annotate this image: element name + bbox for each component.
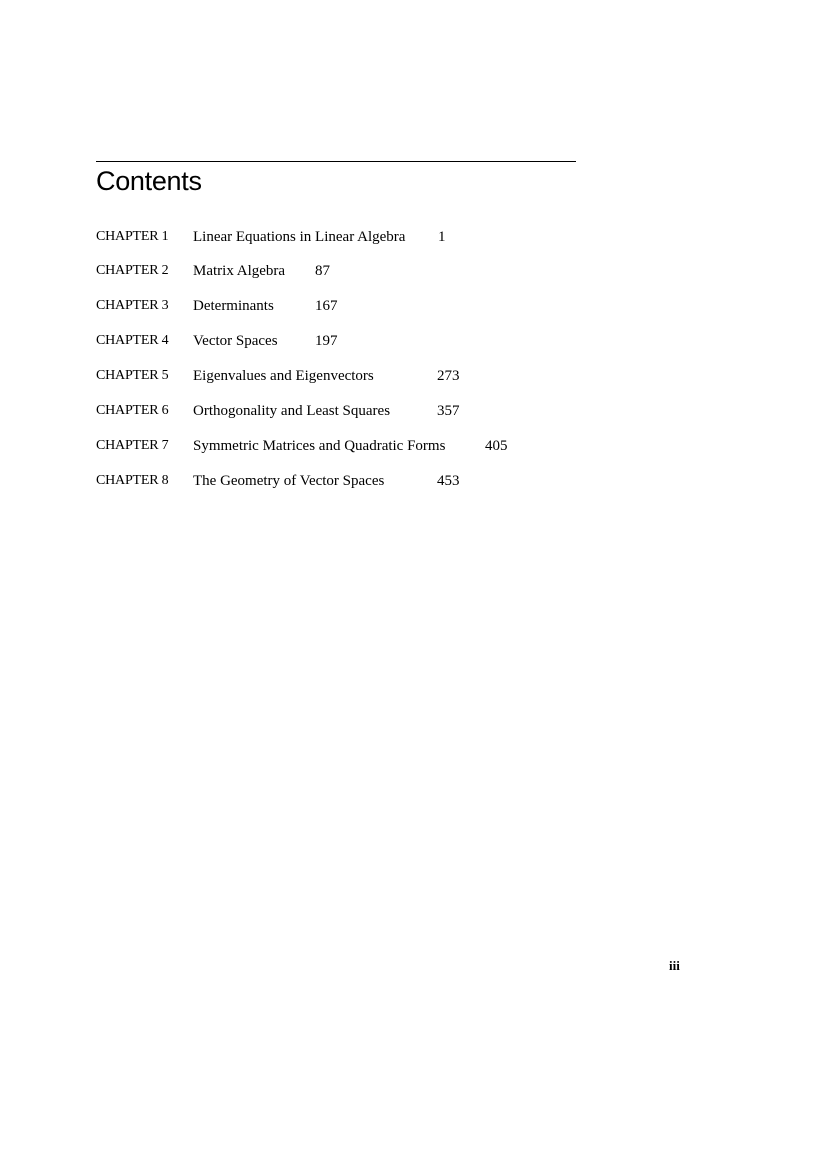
chapter-page-number: 357 (437, 403, 460, 419)
chapter-title: Vector Spaces (193, 333, 278, 349)
page-title: Contents (96, 166, 202, 196)
heading-rule (96, 161, 576, 162)
chapter-label: CHAPTER 8 (96, 473, 169, 488)
chapter-page-number: 167 (315, 298, 338, 314)
chapter-label: CHAPTER 3 (96, 298, 169, 313)
chapter-title: Symmetric Matrices and Quadratic Forms (193, 438, 446, 454)
chapter-title: Eigenvalues and Eigenvectors (193, 368, 374, 384)
chapter-page-number: 405 (485, 438, 508, 454)
chapter-page-number: 453 (437, 473, 460, 489)
page-folio: iii (669, 958, 680, 973)
chapter-title: Determinants (193, 298, 274, 314)
chapter-label: CHAPTER 2 (96, 263, 169, 278)
chapter-label: CHAPTER 4 (96, 333, 169, 348)
chapter-page-number: 197 (315, 333, 338, 349)
chapter-title: Linear Equations in Linear Algebra (193, 229, 406, 245)
chapter-label: CHAPTER 7 (96, 438, 169, 453)
chapter-title: Orthogonality and Least Squares (193, 403, 391, 419)
chapter-page-number: 1 (438, 229, 446, 245)
chapter-label: CHAPTER 6 (96, 403, 169, 418)
chapter-label: CHAPTER 5 (96, 368, 169, 383)
chapter-page-number: 273 (437, 368, 460, 384)
chapter-label: CHAPTER 1 (96, 229, 169, 244)
chapter-page-number: 87 (315, 263, 330, 279)
chapter-title: The Geometry of Vector Spaces (193, 473, 385, 489)
chapter-title: Matrix Algebra (193, 263, 286, 279)
